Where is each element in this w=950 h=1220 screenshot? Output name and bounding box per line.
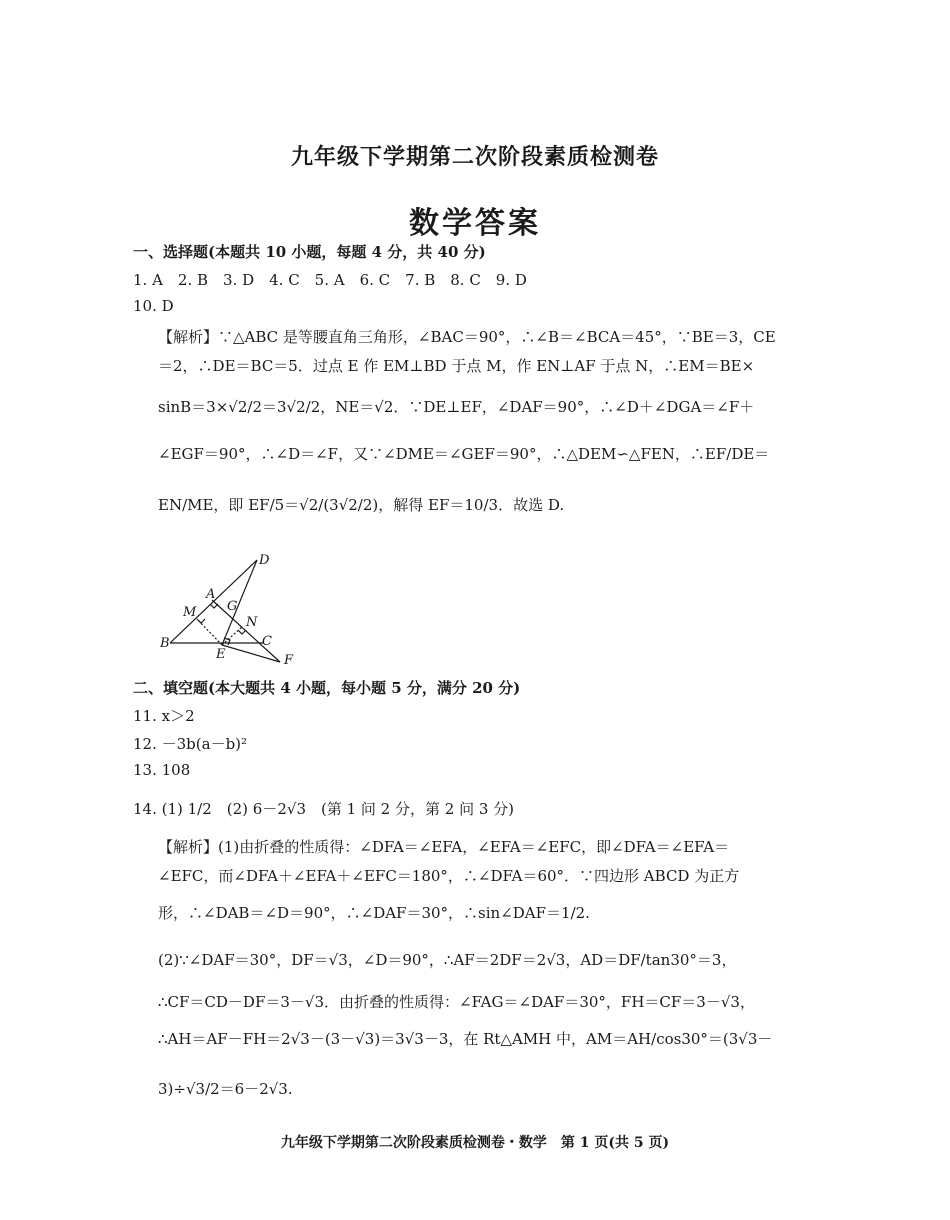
q10-analysis-line-4: ∠EGF＝90°，∴∠D＝∠F，又∵∠DME＝∠GEF＝90°，∴△DEM∽△FEN，∴EF/DE＝ bbox=[158, 445, 770, 463]
label-g: G bbox=[227, 599, 238, 614]
q10-analysis-line-1: 【解析】∵△ABC 是等腰直角三角形，∠BAC＝90°，∴∠B＝∠BCA＝45°，∵BE＝3，CE bbox=[158, 328, 776, 346]
segment-en-dotted bbox=[222, 627, 242, 645]
q10-analysis-line-2: ＝2，∴DE＝BC＝5．过点 E 作 EM⊥BD 于点 M，作 EN⊥AF 于点 N，∴EM＝BE× bbox=[158, 357, 755, 375]
q14-analysis-line-1: 【解析】(1)由折叠的性质得：∠DFA＝∠EFA，∠EFA＝∠EFC，即∠DFA＝∠EFA＝ bbox=[158, 838, 730, 856]
mc-answers-row: 1. A 2. B 3. D 4. C 5. A 6. C 7. B 8. C 9. D bbox=[133, 271, 527, 289]
page-footer: 九年级下学期第二次阶段素质检测卷・数学 第 1 页(共 5 页) bbox=[280, 1135, 670, 1151]
q14-analysis-line-2: ∠EFC，而∠DFA＋∠EFA＋∠EFC＝180°，∴∠DFA＝60°．∵四边形 ABCD 为正方 bbox=[158, 867, 740, 885]
label-f: F bbox=[284, 653, 294, 668]
section1-heading: 一、选择题(本题共 10 小题，每题 4 分，共 40 分) bbox=[133, 243, 486, 261]
right-angle-mark-n bbox=[238, 630, 246, 634]
q10-analysis-line-3: sinB＝3×√2/2＝3√2/2，NE＝√2．∵DE⊥EF，∠DAF＝90°，∴∠D＋∠DGA＝∠F＋ bbox=[158, 398, 755, 416]
q14-analysis-line-6: ∴AH＝AF－FH＝2√3－(3－√3)＝3√3－3，在 Rt△AMH 中，AM＝AH/cos30°＝(3√3－ bbox=[158, 1030, 773, 1048]
label-c: C bbox=[262, 634, 272, 649]
q14-analysis-line-4: (2)∵∠DAF＝30°，DF＝√3，∠D＝90°，∴AF＝2DF＝2√3，AD＝DF/tan30°＝3， bbox=[158, 951, 737, 969]
doc-title: 数学答案 bbox=[409, 206, 541, 241]
q11-answer: 11. x＞2 bbox=[133, 707, 195, 725]
exam-title: 九年级下学期第二次阶段素质检测卷 bbox=[290, 144, 659, 170]
right-angle-mark-a bbox=[210, 604, 218, 608]
q14-analysis-line-5: ∴CF＝CD－DF＝3－√3．由折叠的性质得：∠FAG＝∠DAF＝30°，FH＝CF＝3－√3， bbox=[158, 993, 755, 1011]
section2-heading: 二、填空题(本大题共 4 小题，每小题 5 分，满分 20 分) bbox=[133, 679, 521, 697]
right-angle-mark-m bbox=[197, 619, 205, 623]
q14-analysis-line-3: 形，∴∠DAB＝∠D＝90°，∴∠DAF＝30°，∴sin∠DAF＝1/2. bbox=[158, 904, 590, 922]
label-e: E bbox=[216, 647, 226, 662]
label-m: M bbox=[183, 605, 197, 620]
q14-analysis-line-7: 3)÷√3/2＝6－2√3. bbox=[158, 1080, 293, 1098]
q10-answer: 10. D bbox=[133, 297, 174, 315]
label-b: B bbox=[160, 636, 170, 651]
label-n: N bbox=[246, 615, 258, 630]
q14-answer: 14. (1) 1/2 (2) 6－2√3 (第 1 问 2 分，第 2 问 3 分) bbox=[133, 800, 515, 818]
label-a: A bbox=[206, 587, 216, 602]
q12-answer: 12. －3b(a－b)² bbox=[133, 735, 248, 753]
label-d: D bbox=[259, 553, 270, 568]
geometry-figure bbox=[150, 550, 310, 670]
q13-answer: 13. 108 bbox=[133, 761, 191, 779]
q10-analysis-line-5: EN/ME，即 EF/5＝√2/(3√2/2)，解得 EF＝10/3．故选 D. bbox=[158, 496, 565, 514]
